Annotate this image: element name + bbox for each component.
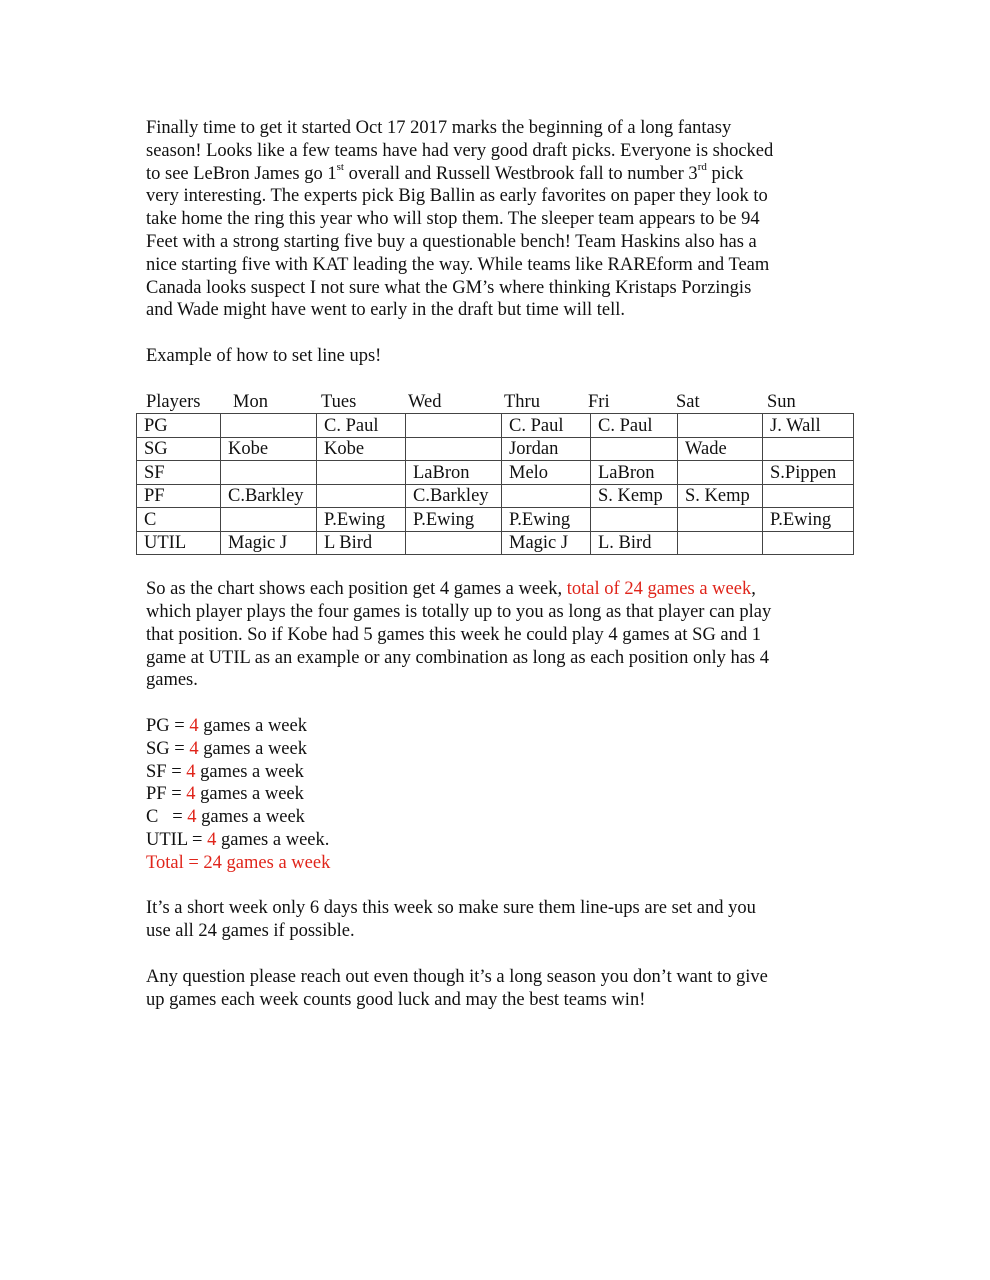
table-cell: Magic J [502, 531, 591, 555]
games-count: 4 [186, 784, 196, 805]
table-cell [317, 484, 406, 508]
header-players: Players [146, 391, 201, 412]
position-cell: PG [137, 414, 221, 438]
lineup-column-headers [146, 391, 856, 414]
table-cell: LaBron [591, 461, 678, 485]
intro-line: season! Looks like a few teams have had very good draft picks. Everyone is shocked [146, 140, 774, 161]
explanation-text: , [751, 579, 756, 600]
table-cell [678, 414, 763, 438]
table-cell: Kobe [221, 437, 317, 461]
intro-paragraph [146, 117, 856, 322]
table-row [137, 437, 854, 461]
position-suffix: games a week [198, 715, 307, 736]
position-cell: SG [137, 437, 221, 461]
ordinal-suffix: st [336, 161, 344, 174]
table-cell: L. Bird [591, 531, 678, 555]
position-line-pf [146, 783, 856, 806]
table-row [137, 461, 854, 485]
games-count: 4 [207, 829, 217, 850]
closing-paragraph [146, 966, 856, 1012]
total-games-line: Total = 24 games a week [146, 852, 331, 873]
table-row [137, 508, 854, 532]
explanation-line: games. [146, 670, 198, 691]
intro-line: very interesting. The experts pick Big Ballin as early favorites on paper they look to [146, 186, 768, 207]
lineup-table [136, 413, 854, 555]
position-line-c [146, 806, 856, 829]
position-label: SG = [146, 738, 190, 759]
table-cell: LaBron [406, 461, 502, 485]
position-label: PG = [146, 715, 190, 736]
intro-line: Canada looks suspect I not sure what the GM’s where thinking Kristaps Porzingis [146, 277, 752, 298]
short-week-paragraph [146, 897, 856, 943]
short-week-line: It’s a short week only 6 days this week so make sure them line-ups are set and you [146, 898, 756, 919]
position-suffix: games a week [198, 738, 307, 759]
table-cell [502, 484, 591, 508]
position-line-sg [146, 738, 856, 761]
intro-text: to see LeBron James go 1 [146, 163, 337, 184]
table-cell [678, 461, 763, 485]
explanation-line [146, 578, 856, 601]
position-suffix: games a week [196, 807, 305, 828]
table-cell [406, 531, 502, 555]
table-cell: P.Ewing [763, 508, 854, 532]
intro-line: nice starting five with KAT leading the way. While teams like RAREform and Team [146, 254, 770, 275]
table-cell: Wade [678, 437, 763, 461]
position-suffix: games a week [195, 784, 304, 805]
position-line-util [146, 829, 856, 852]
table-cell [317, 461, 406, 485]
intro-line: take home the ring this year who will stop them. The sleeper team appears to be 94 [146, 209, 760, 230]
header-thru: Thru [504, 391, 540, 412]
position-cell: UTIL [137, 531, 221, 555]
highlight-total: total of 24 games a week [566, 579, 752, 600]
position-label: PF = [146, 784, 187, 805]
header-mon: Mon [233, 391, 268, 412]
table-cell [406, 437, 502, 461]
table-cell: J. Wall [763, 414, 854, 438]
table-cell [591, 508, 678, 532]
table-cell: S. Kemp [678, 484, 763, 508]
table-cell: P.Ewing [406, 508, 502, 532]
position-cell: PF [137, 484, 221, 508]
position-cell: C [137, 508, 221, 532]
intro-text: overall and Russell Westbrook fall to number 3 [343, 163, 698, 184]
table-cell: Melo [502, 461, 591, 485]
example-heading: Example of how to set line ups! [146, 345, 382, 366]
closing-line: Any question please reach out even though it’s a long season you don’t want to give [146, 966, 768, 987]
games-count: 4 [189, 715, 199, 736]
explanation-line: game at UTIL as an example or any combination as long as each position only has 4 [146, 647, 770, 668]
table-cell: L Bird [317, 531, 406, 555]
table-cell [221, 414, 317, 438]
table-cell: Jordan [502, 437, 591, 461]
explanation-line: which player plays the four games is totally up to you as long as that player can play [146, 601, 772, 622]
intro-line: Feet with a strong starting five buy a questionable bench! Team Haskins also has a [146, 231, 757, 252]
position-suffix: games a week [195, 761, 304, 782]
table-row [137, 484, 854, 508]
table-cell: P.Ewing [317, 508, 406, 532]
position-games-list [146, 715, 856, 875]
table-row [137, 531, 854, 555]
position-cell: SF [137, 461, 221, 485]
table-cell: C. Paul [591, 414, 678, 438]
table-cell [678, 531, 763, 555]
position-label: SF = [146, 761, 187, 782]
short-week-line: use all 24 games if possible. [146, 921, 355, 942]
table-cell [591, 437, 678, 461]
table-cell [763, 484, 854, 508]
position-suffix: games a week. [216, 829, 330, 850]
position-label: UTIL = [146, 829, 208, 850]
explanation-paragraph [146, 578, 856, 692]
table-cell: Magic J [221, 531, 317, 555]
games-count: 4 [189, 738, 199, 759]
header-tues: Tues [321, 391, 357, 412]
header-fri: Fri [588, 391, 610, 412]
table-cell [221, 508, 317, 532]
table-cell: P.Ewing [502, 508, 591, 532]
header-wed: Wed [408, 391, 442, 412]
position-line-sf [146, 761, 856, 784]
document-body [146, 117, 856, 1011]
table-cell [221, 461, 317, 485]
table-cell: S. Kemp [591, 484, 678, 508]
intro-line: Finally time to get it started Oct 17 2017 marks the beginning of a long fantasy [146, 118, 732, 138]
table-cell [763, 437, 854, 461]
explanation-line: that position. So if Kobe had 5 games this week he could play 4 games at SG and 1 [146, 624, 762, 645]
table-row [137, 414, 854, 438]
table-cell [406, 414, 502, 438]
header-sat: Sat [676, 391, 700, 412]
intro-text: pick [706, 163, 744, 184]
table-cell: C.Barkley [406, 484, 502, 508]
table-cell: C.Barkley [221, 484, 317, 508]
table-cell [763, 531, 854, 555]
intro-line: and Wade might have went to early in the draft but time will tell. [146, 300, 626, 321]
position-label: C = [146, 807, 188, 828]
table-cell: C. Paul [317, 414, 406, 438]
table-cell: S.Pippen [763, 461, 854, 485]
table-cell: Kobe [317, 437, 406, 461]
position-line-pg [146, 715, 856, 738]
header-sun: Sun [767, 391, 796, 412]
explanation-text: So as the chart shows each position get 4 games a week, [146, 579, 567, 600]
table-cell [678, 508, 763, 532]
intro-line [146, 163, 856, 186]
ordinal-suffix: rd [697, 161, 707, 174]
games-count: 4 [186, 761, 196, 782]
closing-line: up games each week counts good luck and may the best teams win! [146, 989, 646, 1010]
table-cell: C. Paul [502, 414, 591, 438]
games-count: 4 [187, 807, 197, 828]
